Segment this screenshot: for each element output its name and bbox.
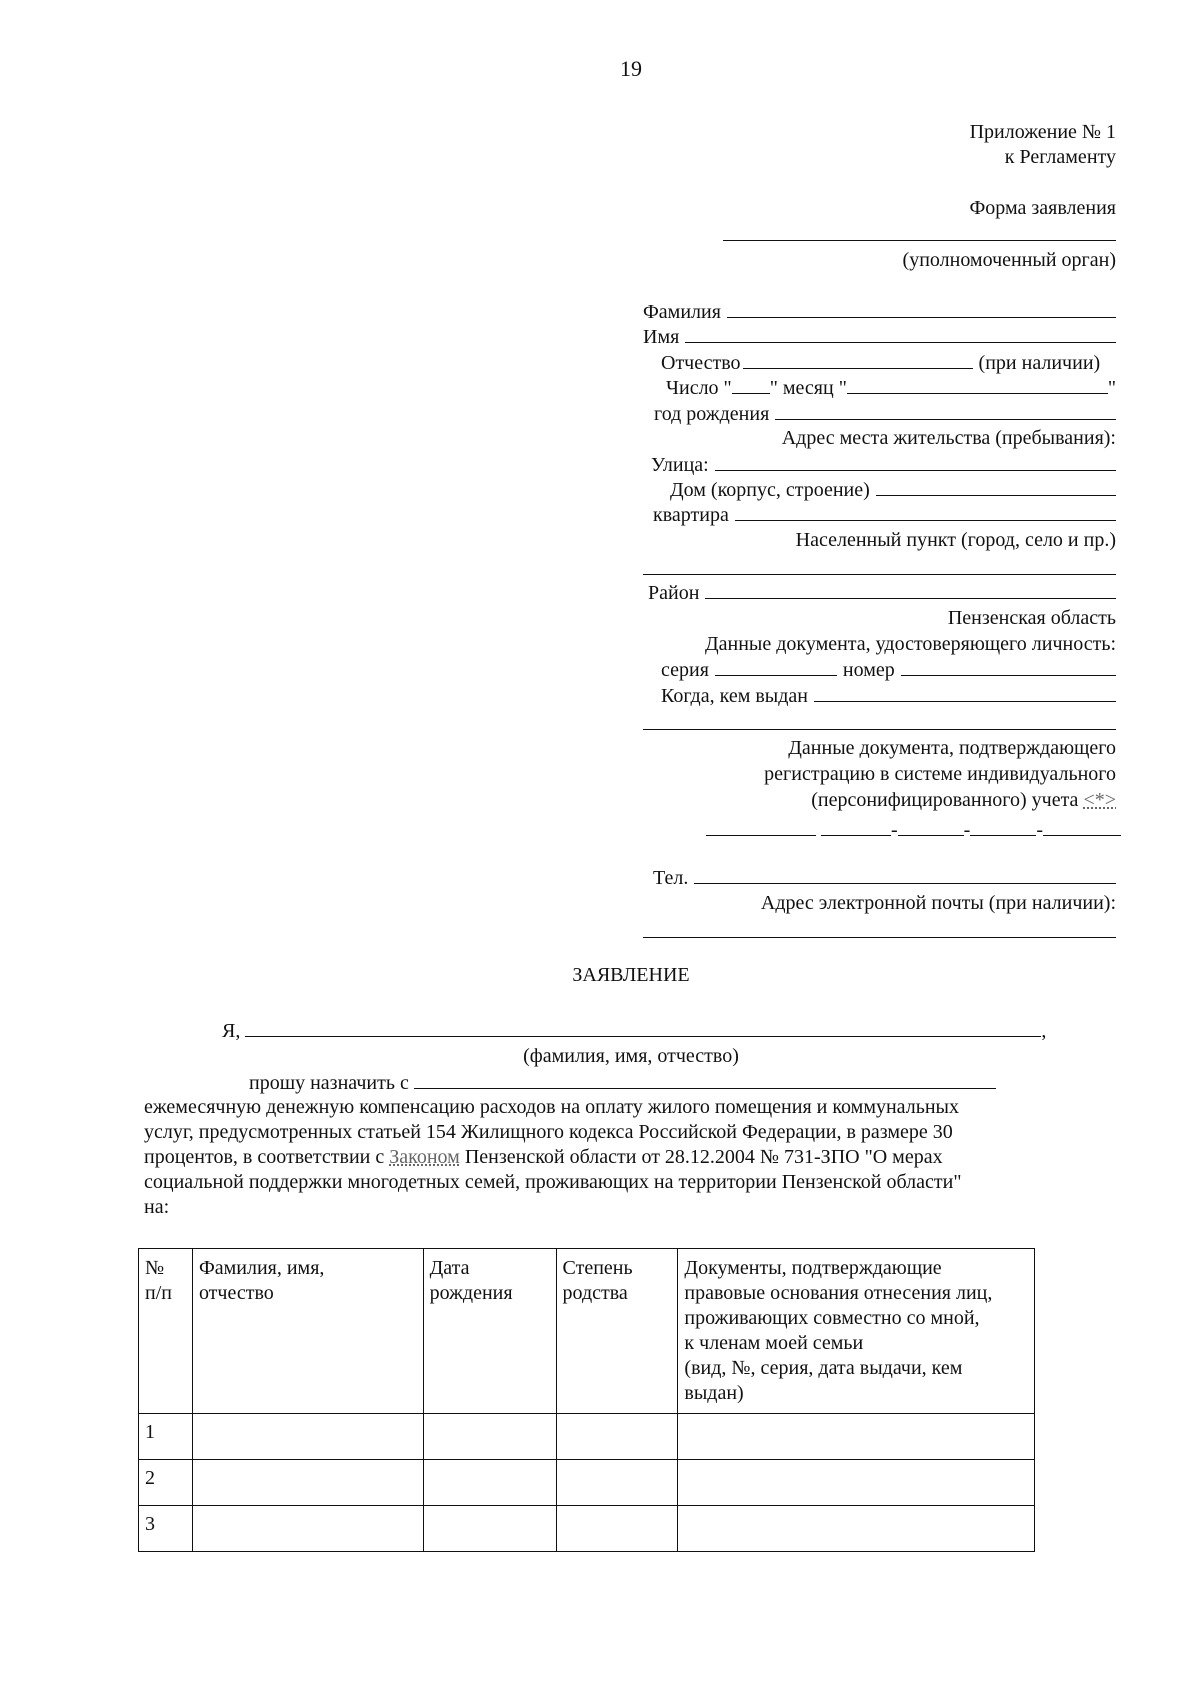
settlement-label: Населенный пункт (город, село и пр.) — [795, 529, 1116, 551]
apartment-field[interactable] — [653, 502, 1116, 528]
settlement-field-line[interactable] — [643, 574, 1116, 575]
issued-by-field[interactable] — [661, 683, 1116, 709]
page-number: 19 — [620, 56, 642, 81]
header-birth-date: Дата рождения — [423, 1249, 556, 1414]
law-link[interactable]: Законом — [389, 1146, 460, 1168]
region-label: Пензенская область — [947, 607, 1116, 629]
house-label: Дом (корпус, строение) — [670, 479, 870, 501]
id-series-number-field[interactable] — [661, 657, 1116, 683]
number-label: номер — [842, 659, 895, 681]
applicant-fio-field[interactable]: Я, , — [222, 1020, 1047, 1042]
header-documents: Документы, подтверждающие правовые основания отнесения лиц, проживающих совместно со мной, к членам моей семьи (вид, №, серия, дата выдачи, кем выдан) — [678, 1249, 1035, 1414]
day-label: Число " — [666, 377, 732, 399]
snils-number-field[interactable]: - - - — [706, 817, 1116, 837]
street-label: Улица: — [651, 454, 709, 476]
email-field-line[interactable] — [643, 937, 1116, 938]
birth-date-cell[interactable] — [423, 1460, 556, 1506]
street-field[interactable] — [651, 452, 1116, 478]
authority-field-line[interactable] — [723, 240, 1116, 241]
fio-cell[interactable] — [192, 1414, 423, 1460]
documents-cell[interactable] — [678, 1414, 1035, 1460]
house-field[interactable] — [670, 477, 1116, 503]
birth-year-label: год рождения — [654, 403, 770, 425]
address-heading: Адрес места жительства (пребывания): — [781, 427, 1116, 449]
phone-field[interactable] — [653, 865, 1116, 891]
row-number: 3 — [139, 1506, 193, 1552]
authority-caption: (уполномоченный орган) — [902, 249, 1116, 271]
patronymic-note: (при наличии) — [978, 352, 1101, 374]
issued-label: Когда, кем выдан — [661, 685, 808, 707]
fio-caption: (фамилия, имя, отчество) — [523, 1045, 739, 1067]
header-fio: Фамилия, имя, отчество — [192, 1249, 423, 1414]
snils-heading-3: (персонифицированного) учета <*> — [811, 789, 1116, 811]
id-doc-heading: Данные документа, удостоверяющего личность: — [704, 633, 1116, 655]
statement-title: ЗАЯВЛЕНИЕ — [572, 964, 690, 986]
apartment-label: квартира — [653, 504, 729, 526]
name-field[interactable] — [643, 324, 1116, 350]
name-label: Имя — [643, 326, 680, 348]
birth-year-field[interactable] — [654, 401, 1116, 427]
regulation-label: к Регламенту — [1004, 146, 1116, 168]
table-row — [139, 1414, 1035, 1460]
district-field[interactable] — [648, 580, 1116, 606]
family-members-table — [138, 1248, 1035, 1552]
patronymic-field[interactable] — [661, 350, 1116, 376]
documents-cell[interactable] — [678, 1460, 1035, 1506]
month-close: " — [1107, 377, 1116, 399]
footnote-link[interactable]: <*> — [1083, 789, 1116, 811]
snils-heading-1: Данные документа, подтверждающего — [788, 737, 1116, 759]
request-label: прошу назначить с — [249, 1072, 409, 1094]
fio-cell[interactable] — [192, 1460, 423, 1506]
row-number: 2 — [139, 1460, 193, 1506]
appendix-label: Приложение № 1 — [969, 121, 1116, 143]
relationship-cell[interactable] — [556, 1460, 678, 1506]
month-label: " месяц " — [769, 377, 847, 399]
table-row — [139, 1506, 1035, 1552]
fio-cell[interactable] — [192, 1506, 423, 1552]
phone-label: Тел. — [653, 867, 689, 889]
surname-field[interactable] — [643, 299, 1116, 325]
issued-by-field-line[interactable] — [643, 729, 1116, 730]
relationship-cell[interactable] — [556, 1414, 678, 1460]
table-header-row — [139, 1249, 1035, 1414]
i-label: Я, — [222, 1020, 241, 1042]
district-label: Район — [648, 582, 700, 604]
series-label: серия — [661, 659, 709, 681]
header-relationship: Степень родства — [556, 1249, 678, 1414]
header-number: № п/п — [139, 1249, 193, 1414]
row-number: 1 — [139, 1414, 193, 1460]
relationship-cell[interactable] — [556, 1506, 678, 1552]
birth-date-cell[interactable] — [423, 1506, 556, 1552]
snils-heading-2: регистрацию в системе индивидуального — [764, 763, 1116, 785]
birth-date-field[interactable] — [666, 375, 1116, 401]
start-date-field[interactable] — [249, 1070, 996, 1096]
patronymic-label: Отчество — [661, 352, 741, 374]
table-row — [139, 1460, 1035, 1506]
form-title: Форма заявления — [969, 197, 1116, 219]
surname-label: Фамилия — [643, 301, 721, 323]
email-label: Адрес электронной почты (при наличии): — [760, 892, 1116, 914]
birth-date-cell[interactable] — [423, 1414, 556, 1460]
documents-cell[interactable] — [678, 1506, 1035, 1552]
statement-body: ежемесячную денежную компенсацию расходов на оплату жилого помещения и коммунальных услуг, предусмотренных статьей 154 Жилищного кодекса Российской Федерации, в размере 30 процентов, в соответствии с Законом Пензенской области от 28.12.2004 № 731-ЗПО "О мерах социальной поддержки многодетных семей, проживающих на территории Пензенской области" на: — [144, 1096, 962, 1218]
